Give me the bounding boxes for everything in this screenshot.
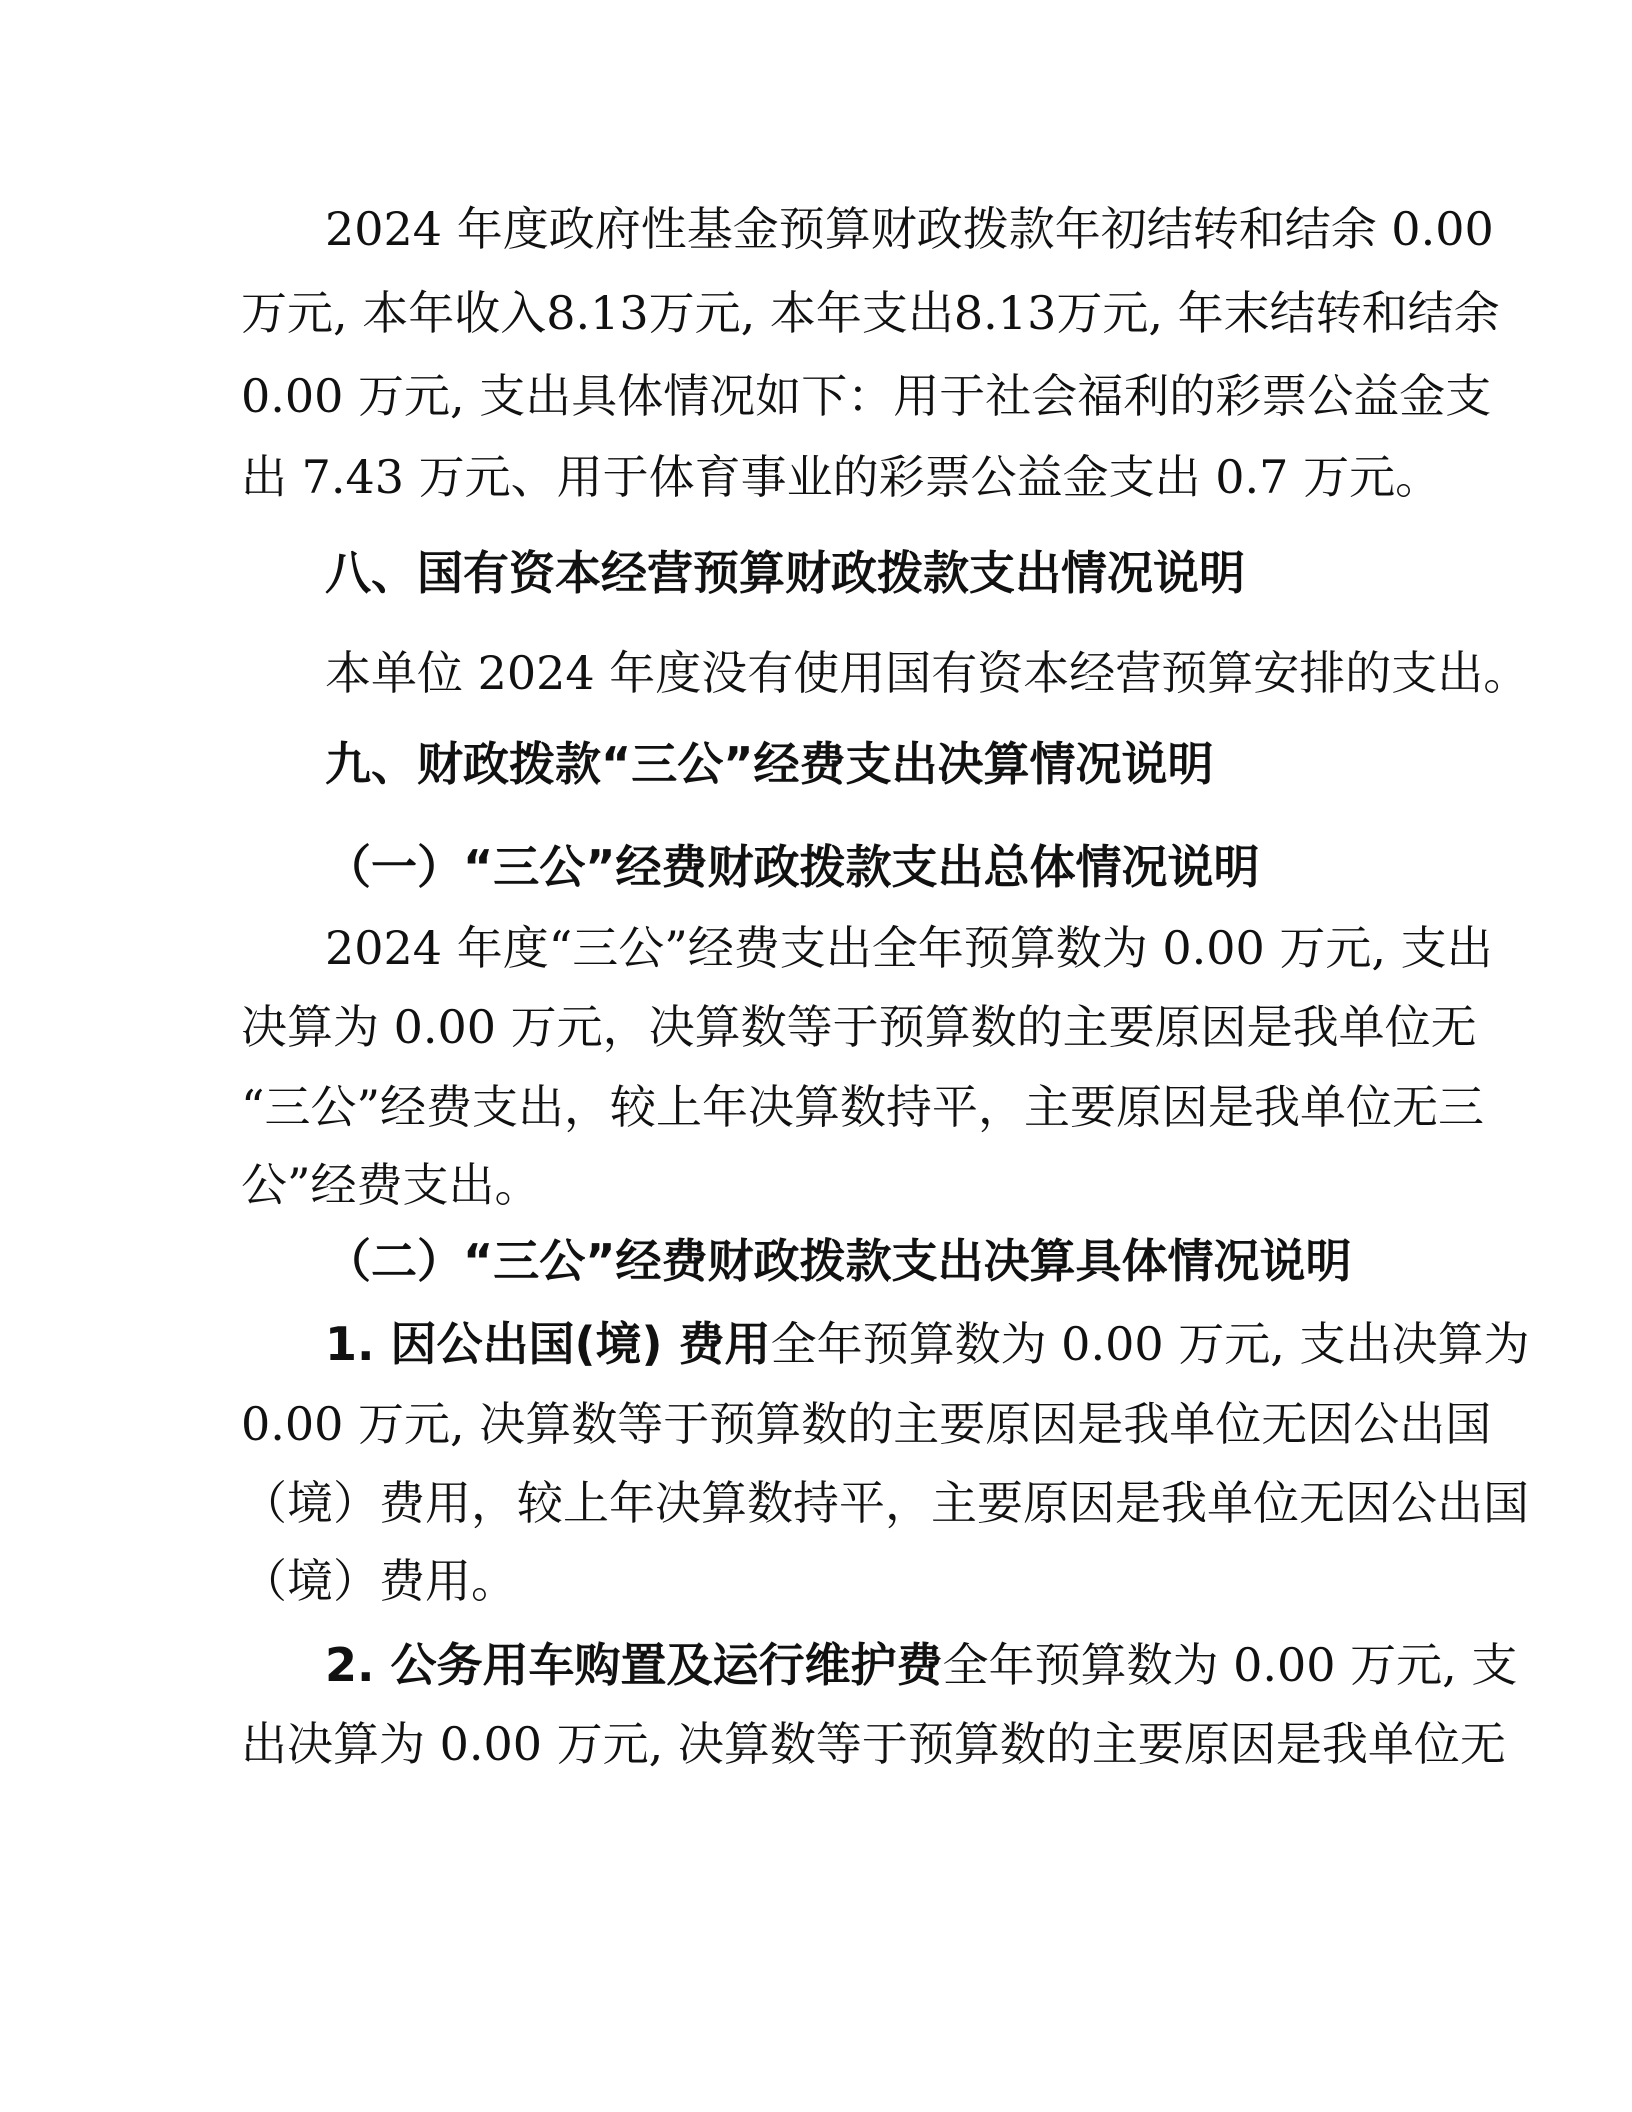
paragraph-line: 公”经费支出。 [241, 1158, 541, 1212]
paragraph-line: 0.00 万元, 支出具体情况如下：用于社会福利的彩票公益金支 [241, 369, 1492, 423]
subsection-heading-2: （二）“三公”经费财政拨款支出决算具体情况说明 [325, 1234, 1352, 1288]
paragraph-line: “三公”经费支出，较上年决算数持平，主要原因是我单位无三 [241, 1080, 1485, 1134]
section-heading-9: 九、财政拨款“三公”经费支出决算情况说明 [325, 737, 1214, 791]
paragraph-line: 本单位 2024 年度没有使用国有资本经营预算安排的支出。 [325, 646, 1530, 700]
paragraph-line: 出决算为 0.00 万元, 决算数等于预算数的主要原因是我单位无 [241, 1717, 1506, 1771]
paragraph-line: 出 7.43 万元、用于体育事业的彩票公益金支出 0.7 万元。 [241, 450, 1442, 504]
item-1-title: 1. 因公出国(境) 费用 [325, 1317, 771, 1371]
paragraph-line: （境）费用，较上年决算数持平，主要原因是我单位无因公出国 [241, 1476, 1529, 1530]
paragraph-line: 全年预算数为 0.00 万元, 支 [942, 1638, 1518, 1692]
section-heading-8: 八、国有资本经营预算财政拨款支出情况说明 [325, 546, 1245, 600]
paragraph-line: （境）费用。 [241, 1554, 517, 1608]
paragraph-line: 万元, 本年收入8.13万元, 本年支出8.13万元, 年末结转和结余 [241, 286, 1500, 340]
item-2-first-line [325, 1635, 1518, 1695]
item-1-first-line [325, 1314, 1530, 1374]
paragraph-line: 2024 年度政府性基金预算财政拨款年初结转和结余 0.00 [325, 202, 1494, 256]
item-2-title: 2. 公务用车购置及运行维护费 [325, 1638, 943, 1692]
paragraph-line: 0.00 万元, 决算数等于预算数的主要原因是我单位无因公出国 [241, 1397, 1492, 1451]
paragraph-line: 2024 年度“三公”经费支出全年预算数为 0.00 万元, 支出 [325, 921, 1493, 975]
subsection-heading-1: （一）“三公”经费财政拨款支出总体情况说明 [325, 840, 1260, 894]
paragraph-line: 决算为 0.00 万元，决算数等于预算数的主要原因是我单位无 [241, 1000, 1477, 1054]
paragraph-line: 全年预算数为 0.00 万元, 支出决算为 [770, 1317, 1530, 1371]
